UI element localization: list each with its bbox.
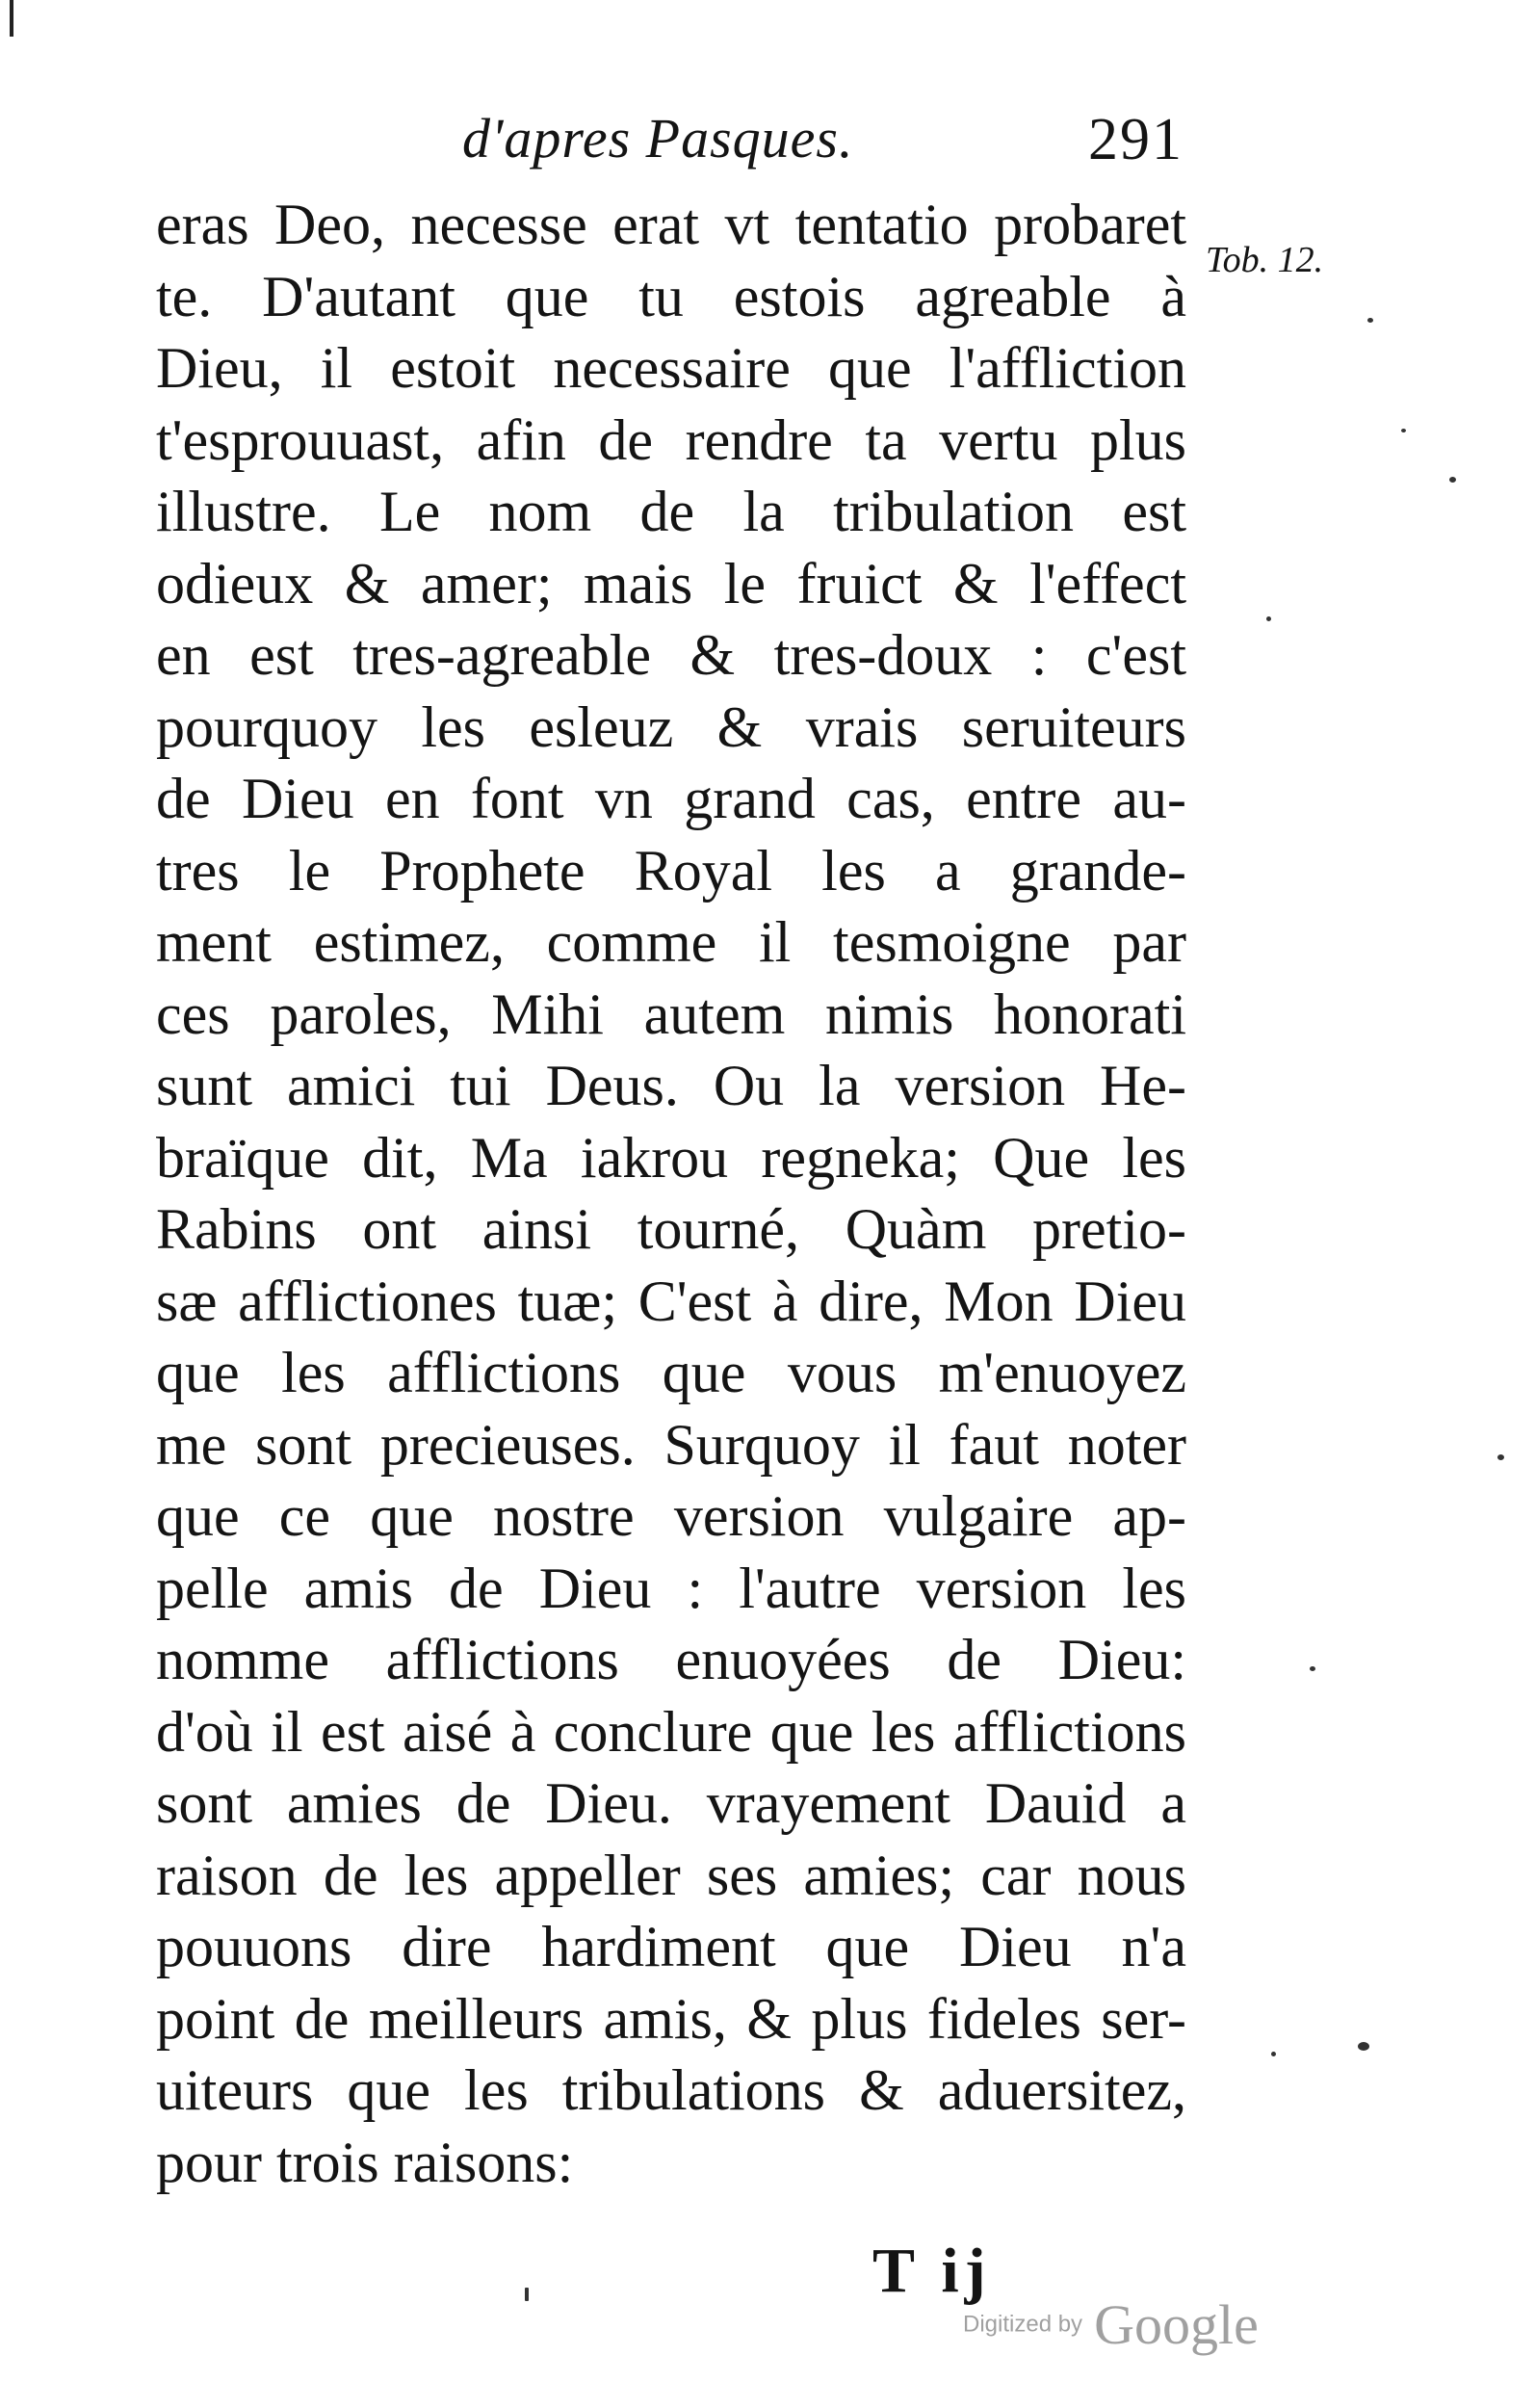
text-line: Dieu, il estoit necessaire que l'affliction	[156, 336, 1186, 400]
text-line: eras Deo, necesse erat vt tentatio probaret	[156, 193, 1186, 256]
page-number: 291	[1088, 107, 1184, 172]
text-line: pourquoy les esleuz & vrais seruiteurs	[156, 694, 1186, 759]
scan-speck	[1401, 429, 1406, 432]
text-line: uiteurs que les tribulations & aduersitez,	[156, 2058, 1186, 2122]
text-line: sont amies de Dieu. vrayement Dauid a	[156, 1771, 1186, 1835]
watermark-brand: Google	[1094, 2293, 1259, 2356]
scan-speck	[525, 2288, 529, 2301]
text-line: raison de les appeller ses amies; car nous	[156, 1843, 1186, 1907]
text-line: que les afflictions que vous m'enuoyez	[156, 1341, 1186, 1404]
text-line: de Dieu en font vn grand cas, entre au-	[156, 767, 1186, 830]
text-line: ment estimez, comme il tesmoigne par	[156, 910, 1186, 974]
text-line: pelle amis de Dieu : l'autre version les	[156, 1556, 1186, 1620]
scan-speck	[1449, 477, 1456, 483]
text-line: point de meilleurs amis, & plus fideles ser-	[156, 1986, 1186, 2051]
text-line: sæ afflictiones tuæ; C'est à dire, Mon Dieu	[156, 1269, 1186, 1333]
text-line: ces paroles, Mihi autem nimis honorati	[156, 982, 1186, 1046]
text-line: Rabins ont ainsi tourné, Quàm pretio-	[156, 1197, 1186, 1261]
text-line: nomme afflictions enuoyées de Dieu:	[156, 1628, 1186, 1691]
scan-speck	[1271, 2052, 1276, 2056]
text-line: te. D'autant que tu estois agreable à	[156, 264, 1186, 328]
text-line: me sont precieuses. Surquoy il faut noter	[156, 1412, 1186, 1477]
margin-note: Tob. 12.	[1206, 240, 1324, 280]
scan-speck	[1266, 616, 1271, 621]
running-header: d'apres Pasques.	[462, 107, 854, 170]
body-text	[156, 189, 1186, 2194]
watermark-prefix: Digitized by	[963, 2311, 1083, 2338]
text-line: illustre. Le nom de la tribulation est	[156, 480, 1186, 543]
text-line: pour trois raisons:	[156, 2130, 574, 2194]
text-line: d'où il est aisé à conclure que les afflictions	[156, 1699, 1186, 1764]
text-line: sunt amici tui Deus. Ou la version He-	[156, 1054, 1186, 1117]
margin-mark	[10, 0, 13, 37]
text-line: que ce que nostre version vulgaire ap-	[156, 1484, 1186, 1548]
text-line: braïque dit, Ma iakrou regneka; Que les	[156, 1125, 1186, 1190]
text-line: tres le Prophete Royal les a grande-	[156, 838, 1186, 903]
scan-speck	[1367, 318, 1373, 323]
scan-speck	[1497, 1454, 1504, 1460]
text-line: odieux & amer; mais le fruict & l'effect	[156, 551, 1186, 615]
signature-mark: T ij	[872, 2236, 992, 2306]
text-line: en est tres-agreable & tres-doux : c'est	[156, 623, 1186, 687]
text-line: pouuons dire hardiment que Dieu n'a	[156, 1915, 1186, 1978]
digitized-watermark	[963, 2292, 1259, 2357]
text-line: t'esprouuast, afin de rendre ta vertu plus	[156, 407, 1186, 472]
scan-speck	[1310, 1666, 1315, 1671]
scan-speck	[1358, 2042, 1369, 2051]
